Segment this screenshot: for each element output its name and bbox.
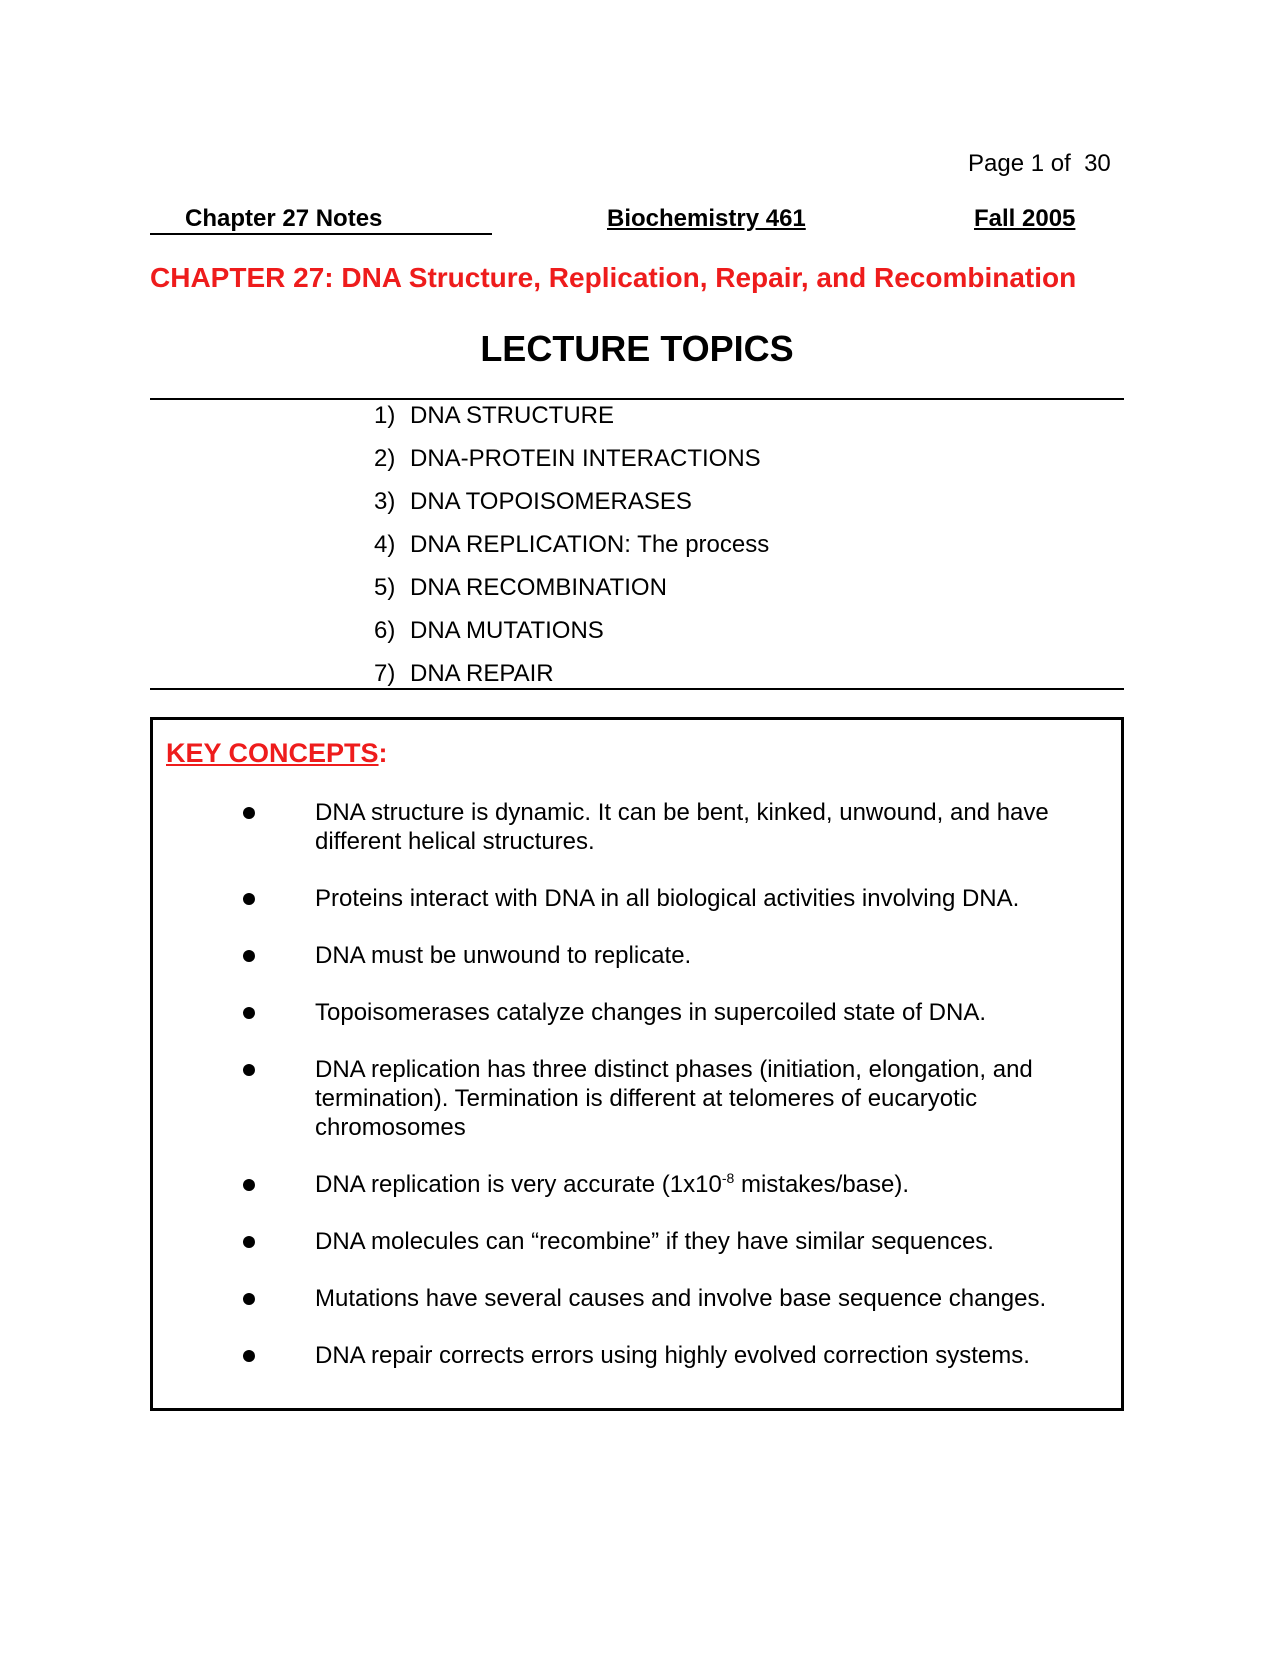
document-header [150, 205, 1124, 237]
concept-text: Proteins interact with DNA in all biological activities involving DNA. [315, 885, 1020, 912]
topic-item [374, 400, 769, 443]
bullet-icon [243, 807, 255, 819]
topics-bottom-divider [150, 688, 1124, 690]
key-concepts-list [153, 798, 1235, 1398]
accuracy-exponent: -8 [721, 1170, 735, 1186]
concept-text: DNA must be unwound to replicate. [315, 942, 692, 969]
concept-text: DNA structure is dynamic. It can be bent, kinked, unwound, and have different helical structures. [315, 799, 1049, 855]
topic-label: DNA-PROTEIN INTERACTIONS [410, 445, 761, 472]
accuracy-text-end: mistakes/base). [734, 1171, 910, 1198]
lecture-topics-heading: LECTURE TOPICS [480, 328, 794, 369]
topic-number: 6) [374, 617, 396, 644]
topic-label: DNA TOPOISOMERASES [410, 488, 692, 515]
bullet-icon [243, 950, 255, 962]
bullet-icon [243, 1064, 255, 1076]
key-concepts-box [150, 717, 1124, 1411]
bullet-icon [243, 1007, 255, 1019]
accuracy-text-start: DNA replication is very accurate (1x10 [315, 1171, 722, 1198]
concept-text: Topoisomerases catalyze changes in supercoiled state of DNA. [315, 999, 987, 1026]
bullet-icon [243, 1236, 255, 1248]
lecture-topics-list [374, 400, 769, 701]
bullet-icon [243, 1293, 255, 1305]
header-term: Fall 2005 [974, 205, 1076, 232]
topic-item [374, 443, 769, 486]
concept-text: DNA molecules can “recombine” if they have similar sequences. [315, 1228, 994, 1255]
concept-item [153, 1284, 1235, 1313]
chapter-title: CHAPTER 27: DNA Structure, Replication, Repair, and Recombination [150, 262, 1077, 293]
concept-item [153, 998, 1235, 1027]
topic-item [374, 615, 769, 658]
topic-number: 1) [374, 402, 396, 429]
topic-item [374, 486, 769, 529]
topic-label: DNA MUTATIONS [410, 617, 604, 644]
topic-number: 2) [374, 445, 396, 472]
bullet-icon [243, 893, 255, 905]
topic-item [374, 572, 769, 615]
topic-label: DNA RECOMBINATION [410, 574, 667, 601]
concept-text: DNA repair corrects errors using highly evolved correction systems. [315, 1342, 1030, 1369]
concept-text: DNA replication has three distinct phases (initiation, elongation, and termination). Termination is different at telomeres of eucaryotic chromosomes [315, 1056, 1033, 1141]
topic-label: DNA REPAIR [410, 660, 554, 687]
concept-item [153, 1341, 1235, 1370]
key-concepts-colon: : [378, 738, 388, 768]
concept-item [153, 1227, 1235, 1256]
page-number: Page 1 of 30 [968, 150, 1111, 177]
topic-number: 5) [374, 574, 396, 601]
header-course: Biochemistry 461 [607, 205, 806, 232]
concept-item [153, 1055, 1235, 1142]
concept-item [153, 884, 1235, 913]
key-concepts-label: KEY CONCEPTS [166, 738, 379, 768]
topic-number: 7) [374, 660, 396, 687]
bullet-icon [243, 1350, 255, 1362]
concept-item [153, 941, 1235, 970]
header-notes: Chapter 27 Notes [150, 205, 492, 235]
bullet-icon [243, 1179, 255, 1191]
topic-label: DNA STRUCTURE [410, 402, 615, 429]
topic-number: 3) [374, 488, 396, 515]
concept-text: Mutations have several causes and involve base sequence changes. [315, 1285, 1047, 1312]
topic-number: 4) [374, 531, 396, 558]
topic-item [374, 658, 769, 701]
key-concepts-heading [166, 738, 388, 769]
topic-item [374, 529, 769, 572]
concept-text [315, 1170, 1075, 1199]
topic-label: DNA REPLICATION: The process [410, 531, 770, 558]
concept-item [153, 1170, 1235, 1199]
concept-item [153, 798, 1235, 856]
